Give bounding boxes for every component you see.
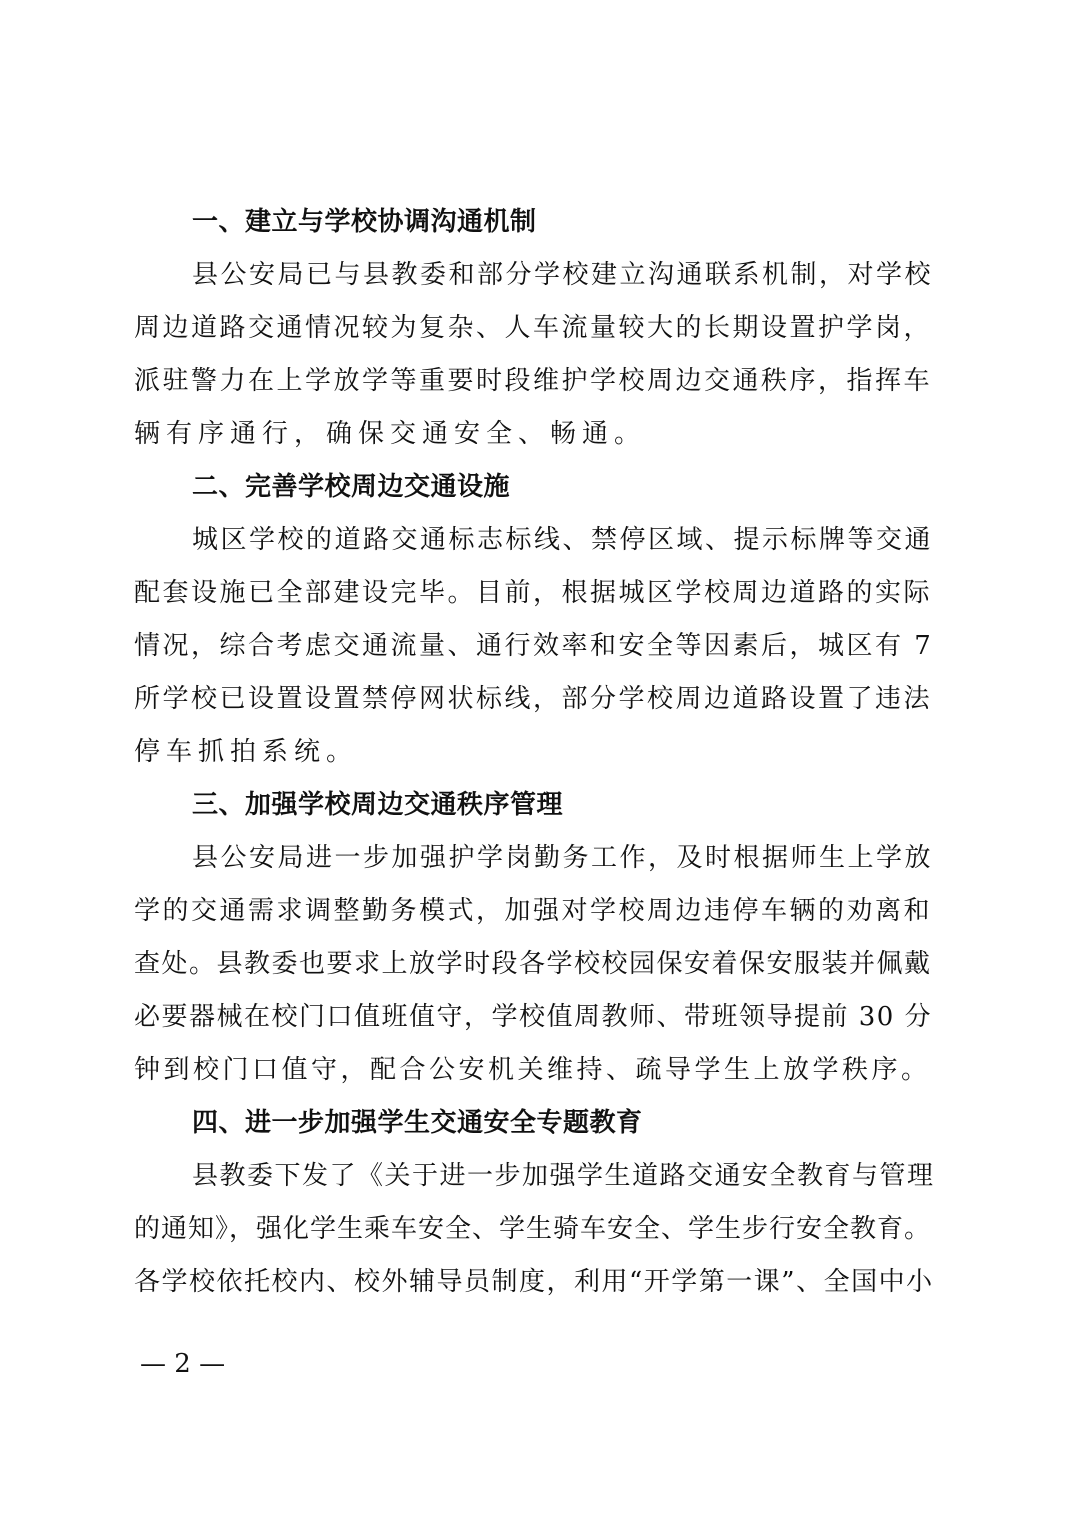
paragraph-line: 配套设施已全部建设完毕。目前，根据城区学校周边道路的实际 <box>134 578 933 608</box>
paragraph-line: 的通知》，强化学生乘车安全、学生骑车安全、学生步行安全教育。 <box>134 1214 932 1244</box>
section-heading: 四、进一步加强学生交通安全专题教育 <box>192 1108 643 1138</box>
section-heading: 一、建立与学校协调沟通机制 <box>192 207 537 237</box>
document-body <box>134 196 940 1309</box>
paragraph-line: 查处。县教委也要求上放学时段各学校校园保安着保安服装并佩戴 <box>134 949 932 979</box>
paragraph-line: 情况，综合考虑交通流量、通行效率和安全等因素后，城区有 7 <box>134 631 934 661</box>
section-paragraph <box>134 832 940 1097</box>
paragraph-line: 各学校依托校内、校外辅导员制度，利用“开学第一课”、全国中小 <box>134 1267 934 1297</box>
paragraph-line: 学的交通需求调整勤务模式，加强对学校周边违停车辆的劝离和 <box>134 896 933 926</box>
paragraph-line: 所学校已设置设置禁停网状标线，部分学校周边道路设置了违法 <box>134 684 933 714</box>
section-paragraph <box>134 249 940 461</box>
paragraph-line: 县教委下发了《关于进一步加强学生道路交通安全教育与管理 <box>192 1161 935 1191</box>
paragraph-line: 辆有序通行，确保交通安全、畅通。 <box>134 419 647 449</box>
section-paragraph <box>134 1150 940 1309</box>
section-4 <box>134 1097 940 1309</box>
section-heading: 三、加强学校周边交通秩序管理 <box>192 790 564 820</box>
paragraph-line: 县公安局进一步加强护学岗勤务工作，及时根据师生上学放 <box>192 843 934 873</box>
section-1 <box>134 196 940 461</box>
paragraph-line: 必要器械在校门口值班值守，学校值周教师、带班领导提前 30 分 <box>134 1002 933 1032</box>
paragraph-line: 城区学校的道路交通标志标线、禁停区域、提示标牌等交通 <box>192 525 934 555</box>
section-2 <box>134 461 940 779</box>
page-number: — 2 — <box>140 1349 226 1379</box>
section-heading: 二、完善学校周边交通设施 <box>192 472 511 502</box>
paragraph-line: 停车抓拍系统。 <box>134 737 359 767</box>
section-3 <box>134 779 940 1097</box>
paragraph-line: 派驻警力在上学放学等重要时段维护学校周边交通秩序，指挥车 <box>134 366 933 396</box>
paragraph-line: 钟到校门口值守，配合公安机关维持、疏导学生上放学秩序。 <box>134 1055 931 1085</box>
paragraph-line: 周边道路交通情况较为复杂、人车流量较大的长期设置护学岗， <box>134 313 933 343</box>
section-paragraph <box>134 514 940 779</box>
paragraph-line: 县公安局已与县教委和部分学校建立沟通联系机制，对学校 <box>192 260 934 290</box>
